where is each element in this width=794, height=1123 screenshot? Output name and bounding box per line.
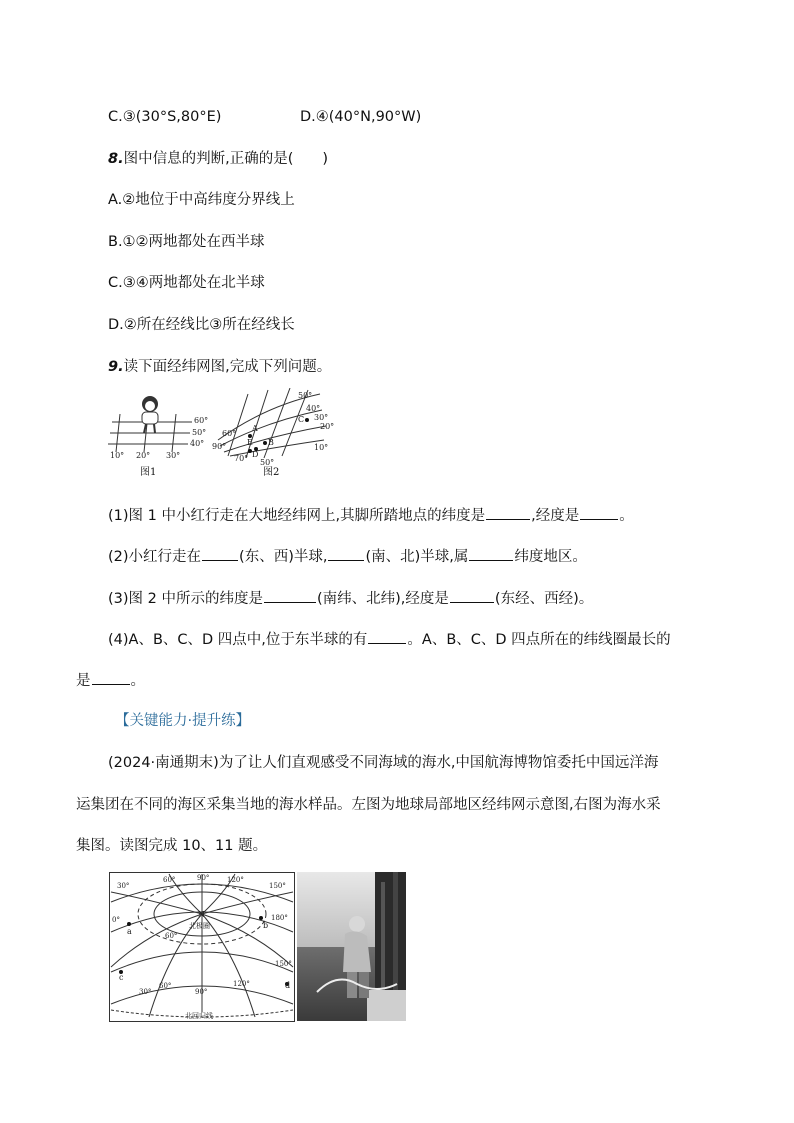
intro-line-3: 集图。读图完成 10、11 题。 (76, 838, 268, 854)
polar-map (109, 872, 295, 1022)
q8-option-d: D.②所在经线比③所在经线长 (108, 317, 295, 333)
fig2-lon-50: 50° (260, 458, 275, 467)
fig2-lat-10: 10° (314, 443, 329, 452)
map-lon-180: 180° (271, 914, 288, 922)
q9-p2-text-b: (东、西)半球, (239, 549, 328, 565)
map-lon-60-bottom: 60° (159, 982, 172, 990)
q9-p2-text-c: (南、北)半球,属 (365, 549, 469, 565)
fig1-lat-50: 50° (192, 428, 207, 437)
q9-p2-blank-ew[interactable] (202, 546, 238, 561)
q7-option-d: D.④(40°N,90°W) (300, 109, 422, 125)
fig2-point-b: B (268, 438, 274, 447)
map-point-b: b (263, 921, 269, 930)
seawater-sampling-photo (297, 872, 406, 1021)
q9-part-4-cont (76, 670, 145, 691)
map-lon-150-bottom: 150° (275, 960, 292, 968)
fig2-lat-40: 40° (306, 404, 321, 413)
q9-part-3 (108, 588, 593, 609)
fig1-lon-10: 10° (110, 451, 125, 460)
map-point-c: c (119, 973, 124, 982)
q9-stem (108, 357, 331, 377)
q9-number: 9. (108, 359, 124, 375)
q9-p1-blank-latitude[interactable] (486, 505, 530, 520)
fig1-lat-40: 40° (190, 439, 205, 448)
q9-p2-blank-ns[interactable] (328, 546, 364, 561)
q9-p1-text-b: ,经度是 (531, 508, 580, 524)
q9-p3-blank-lat[interactable] (264, 588, 316, 603)
q9-p1-text-c: 。 (619, 508, 634, 524)
fig2-lat-20: 20° (320, 422, 335, 431)
fig2-lat-30: 30° (314, 413, 329, 422)
q9-p3-text-a: (3)图 2 中所示的纬度是 (108, 591, 263, 607)
q9-stem-text: 读下面经纬网图,完成下列问题。 (123, 359, 332, 375)
fig2-lon-60: 60° (222, 429, 237, 438)
fig2-point-a: A (252, 424, 258, 433)
intro-line-2: 运集团在不同的海区采集当地的海水样品。左图为地球局部地区经纬网示意图,右图为海水采 (76, 797, 661, 813)
q9-p3-text-b: (南纬、北纬),经度是 (316, 591, 449, 607)
q9-part-2 (108, 546, 587, 567)
q9-p2-blank-zone[interactable] (469, 546, 513, 561)
q8-number: 8. (108, 151, 124, 167)
q8-stem-text: 图中信息的判断,正确的是( ) (123, 151, 329, 167)
map-point-a: a (127, 927, 132, 936)
map-lon-0: 0° (112, 916, 120, 924)
q9-p1-blank-longitude[interactable] (580, 505, 618, 520)
q9-p2-text-d: 纬度地区。 (514, 549, 587, 565)
map-lon-60-top: 60° (163, 876, 176, 884)
q9-part-1 (108, 505, 634, 526)
map-lon-90-top: 90° (197, 874, 210, 882)
intro-line-1: (2024·南通期末)为了让人们直观感受不同海域的海水,中国航海博物馆委托中国远洋海 (108, 755, 659, 771)
figure-2-graticule (210, 388, 340, 468)
fig1-caption: 图1 (140, 467, 157, 478)
fig2-lon-90: 90° (212, 442, 227, 451)
q9-p3-blank-lon[interactable] (450, 588, 494, 603)
map-lon-30-top: 30° (117, 882, 130, 890)
fig2-point-e: E (247, 438, 253, 447)
map-tropic-label: 北回归线 (185, 1012, 213, 1020)
person-icon (142, 396, 158, 433)
map-lon-60-inner: 60° (165, 932, 178, 940)
q9-p4-blank-longest[interactable] (92, 670, 130, 685)
q8-stem (108, 149, 328, 169)
fig2-lat-50: 50° (298, 391, 313, 400)
fig1-lat-60: 60° (194, 416, 209, 425)
q9-p4-text-d: 。 (130, 673, 145, 689)
fig1-lon-20: 20° (136, 451, 151, 460)
q8-option-c: C.③④两地都处在北半球 (108, 275, 265, 291)
q7-option-c: C.③(30°S,80°E) (108, 109, 222, 125)
map-point-d: d (285, 981, 291, 990)
map-pole-n: N (198, 910, 205, 919)
map-lon-120-top: 120° (227, 876, 244, 884)
fig2-lon-70: 70° (234, 454, 249, 463)
map-lon-30-bottom: 30° (139, 988, 152, 996)
map-arctic-label: 北极圈 (189, 922, 210, 930)
q8-option-a: A.②地位于中高纬度分界线上 (108, 192, 295, 208)
section-title: 【关键能力·提升练】 (115, 713, 251, 729)
q9-p4-text-c: 是 (76, 673, 91, 689)
map-lon-150-top: 150° (269, 882, 286, 890)
map-lon-90-bottom: 90° (195, 988, 208, 996)
q9-p4-text-a: (4)A、B、C、D 四点中,位于东半球的有 (108, 632, 368, 648)
fig1-lon-30: 30° (166, 451, 181, 460)
fig2-point-c: C (298, 415, 305, 424)
fig2-point-d: D (252, 450, 259, 459)
q9-p3-text-c: (东经、西经)。 (494, 591, 594, 607)
q9-p4-text-b: 。A、B、C、D 四点所在的纬线圈最长的 (407, 632, 671, 648)
fig2-caption: 图2 (263, 467, 280, 478)
q8-option-b: B.①②两地都处在西半球 (108, 234, 265, 250)
figure-1-graticule (108, 392, 212, 462)
q9-p2-text-a: (2)小红行走在 (108, 549, 202, 565)
q9-p1-text-a: (1)图 1 中小红行走在大地经纬网上,其脚所踏地点的纬度是 (108, 508, 486, 524)
q9-p4-blank-east[interactable] (368, 629, 406, 644)
q9-part-4 (108, 629, 671, 650)
map-lon-120-bottom: 120° (233, 980, 250, 988)
